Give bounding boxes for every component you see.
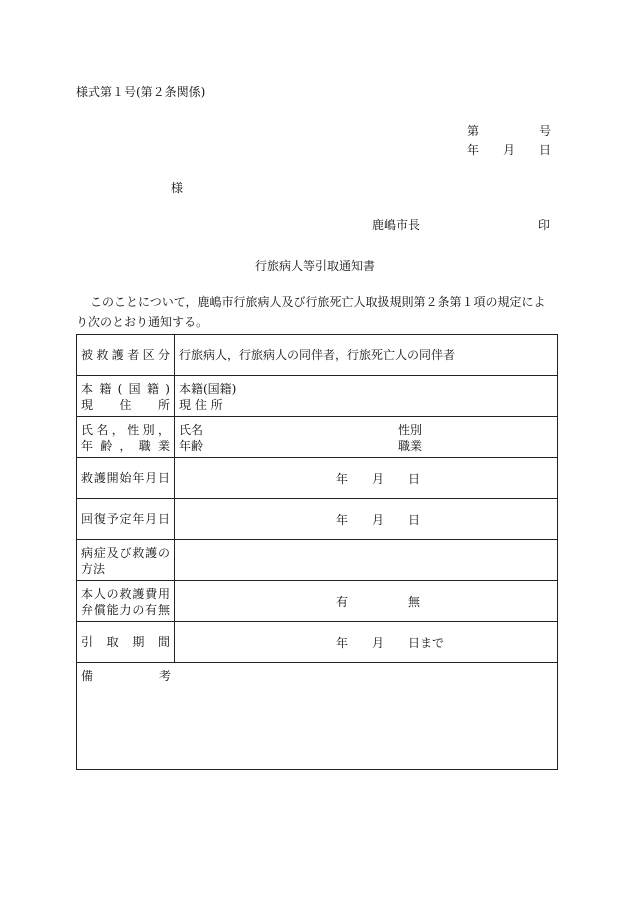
date-year-label: 年: [467, 143, 480, 157]
protected-person-category-label: 被救護者区分: [81, 348, 170, 362]
table-row: [77, 458, 558, 499]
document-title: 行旅病人等引取通知書: [254, 259, 375, 273]
age-occupation-line: [179, 438, 553, 454]
table-row: [77, 622, 558, 663]
body-text: このことについて，鹿嶋市行旅病人及び行旅死亡人取扱規則第２条第１項の規定により次のとおり通知する。: [76, 295, 546, 329]
document-number-prefix: 第: [467, 124, 480, 138]
row-value-cell[interactable]: [175, 335, 558, 376]
sex-field-label: 性別: [398, 423, 423, 437]
yes-option[interactable]: 有: [336, 595, 349, 609]
table-row: [77, 540, 558, 581]
row-value-cell[interactable]: [175, 458, 558, 499]
name-sex-line: [179, 422, 553, 438]
row-label-cell: [77, 622, 175, 663]
document-number-suffix: 号: [539, 124, 552, 138]
month-label: 月: [372, 472, 385, 486]
recovery-date-value: [175, 511, 557, 527]
month-label: 月: [372, 513, 385, 527]
occupation-field-label: 職業: [398, 439, 423, 453]
row-label-cell: [77, 417, 175, 458]
row-value-cell[interactable]: [175, 499, 558, 540]
address-label: 現住所: [81, 398, 170, 412]
pickup-period-label: 引取期間: [81, 635, 170, 649]
date-month-label: 月: [503, 143, 516, 157]
row-value-cell[interactable]: [175, 376, 558, 417]
protection-start-date-value: [175, 470, 557, 486]
table-row: [77, 376, 558, 417]
recovery-date-label: 回復予定年月日: [81, 512, 170, 526]
protected-person-category-options: 行旅病人，行旅病人の同伴者，行旅死亡人の同伴者: [179, 348, 456, 362]
day-label: 日: [408, 472, 421, 486]
protection-start-date-label: 救護開始年月日: [81, 471, 170, 485]
seal-mark: 印: [538, 218, 551, 232]
row-value-cell[interactable]: [175, 622, 558, 663]
payment-ability-label-line2: 弁償能力の有無: [81, 603, 170, 617]
illness-treatment-label: [77, 540, 174, 577]
row-label-cell: [77, 581, 175, 622]
age-field-label: 年齢: [179, 439, 204, 453]
payment-ability-label-line1: 本人の救護費用: [81, 587, 170, 601]
year-label: 年: [336, 636, 349, 650]
remarks-cell[interactable]: [77, 663, 558, 770]
name-field-label: 氏名: [179, 423, 204, 437]
month-label: 月: [372, 636, 385, 650]
table-row: [77, 499, 558, 540]
day-until-label: 日まで: [408, 636, 445, 650]
personal-info-label: [77, 417, 174, 454]
domicile-field-label: 本籍(国籍): [179, 382, 237, 396]
row-label-cell: [77, 458, 175, 499]
row-value-cell[interactable]: [175, 581, 558, 622]
row-label-cell: [77, 376, 175, 417]
payment-ability-label: [77, 581, 174, 618]
notification-form-table: [76, 334, 558, 770]
remarks-label: 備考: [81, 669, 171, 683]
row-label-cell: [77, 540, 175, 581]
addressee-suffix: 様: [171, 181, 184, 195]
name-sex-label: 氏名，性別，: [81, 423, 170, 437]
personal-info-value: [175, 417, 557, 454]
domicile-address-value: [175, 376, 557, 413]
illness-treatment-label-line2: 方法: [81, 562, 106, 576]
year-label: 年: [336, 513, 349, 527]
domicile-label: 本籍(国籍): [81, 382, 170, 396]
illness-treatment-label-line1: 病症及び救護の: [81, 546, 170, 560]
form-number: 様式第１号(第２条関係): [76, 85, 206, 99]
illness-treatment-value-cell[interactable]: [175, 540, 558, 581]
pickup-period-value: [175, 634, 557, 650]
age-occupation-label: 年齢，職業: [81, 439, 170, 453]
table-row: [77, 335, 558, 376]
row-value-cell[interactable]: [175, 417, 558, 458]
day-label: 日: [408, 513, 421, 527]
domicile-address-label: [77, 376, 174, 413]
table-row: [77, 417, 558, 458]
address-field-label: 現 住 所: [179, 398, 223, 412]
table-row: [77, 581, 558, 622]
row-label-cell: [77, 499, 175, 540]
issuer-name: 鹿嶋市長: [372, 218, 421, 232]
table-row: [77, 663, 558, 770]
year-label: 年: [336, 472, 349, 486]
row-label-cell: [77, 335, 175, 376]
payment-ability-value: [175, 593, 557, 609]
date-day-label: 日: [539, 143, 552, 157]
no-option[interactable]: 無: [408, 595, 421, 609]
